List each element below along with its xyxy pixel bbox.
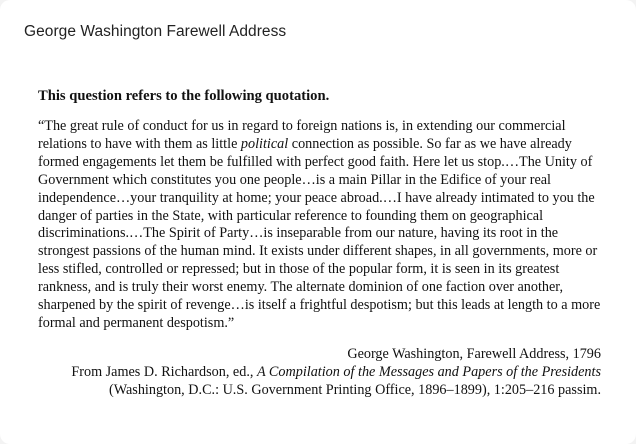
quote-text: danger of parties in the State, with particular reference to founding them on geographical [38, 207, 544, 224]
quote-text: discriminations.…The Spirit of Party…is inseparable from our nature, having its root in the [38, 225, 559, 242]
quote-text: “The great rule of conduct for us in regard to foreign nations is, in extending our commercial [38, 118, 566, 134]
attribution-source [38, 364, 601, 382]
quote-line [38, 297, 604, 315]
quote-text: independence…your tranquility at home; your peace abroad.…I have already intimated to you the [38, 189, 595, 206]
quote-line [38, 279, 604, 297]
attribution-book-title: A Compilation of the Messages and Papers of the Presidents [256, 363, 601, 380]
attribution-author: George Washington, Farewell Address, 1796 [347, 345, 601, 362]
quote-line [38, 190, 604, 208]
quote-text: formal and permanent despotism.” [38, 314, 235, 331]
quote-text: formed engagements let them be fulfilled with perfect good faith. Here let us stop.…The Unity of [38, 153, 593, 170]
quote-line [38, 225, 604, 243]
attribution-source-prefix: From James D. Richardson, ed., [71, 363, 257, 380]
quotation [38, 118, 604, 333]
quote-text: less stifled, controlled or repressed; but in those of the popular form, it is seen in its greatest [38, 261, 560, 278]
quote-line [38, 154, 604, 172]
attribution-publisher: (Washington, D.C.: U.S. Government Printing Office, 1896–1899), 1:205–216 passim. [109, 381, 601, 398]
quote-line [38, 261, 604, 279]
quote-line [38, 243, 604, 261]
page-title: George Washington Farewell Address [24, 23, 287, 40]
quote-line [38, 136, 604, 154]
quote-text: relations to have with them as little [38, 135, 241, 152]
quote-text: rankness, and is truly their worst enemy. The alternate dominion of one faction over another, [38, 279, 563, 296]
attribution [38, 346, 601, 400]
question-document [38, 88, 604, 400]
quote-line [38, 315, 604, 333]
quote-line [38, 172, 604, 190]
question-intro: This question refers to the following quotation. [38, 88, 330, 104]
quote-text: connection as possible. So far as we have already [288, 135, 572, 152]
quote-emphasis: political [240, 135, 289, 152]
quote-line [38, 208, 604, 226]
quote-text: Government which constitutes you one people…is a main Pillar in the Edifice of your real [38, 171, 551, 188]
quote-text: sharpened by the spirit of revenge…is itself a frightful despotism; but this leads at length to a more [38, 297, 601, 314]
quote-line [38, 118, 604, 136]
quote-text: strongest passions of the human mind. It exists under different shapes, in all governments, more or [38, 243, 598, 260]
